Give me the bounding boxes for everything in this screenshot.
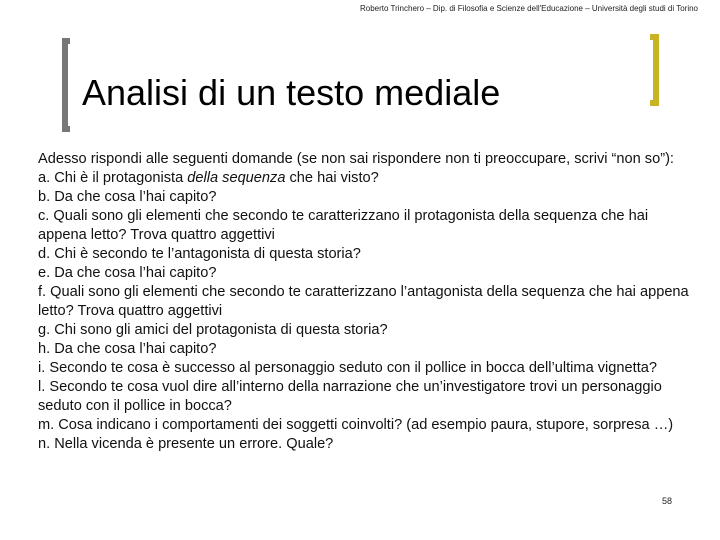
question-d: d. Chi è secondo te l’antagonista di questa storia? [38,246,361,262]
question-l: l. Secondo te cosa vuol dire all’interno della narrazione che un’investigatore trovi un personaggio seduto con il pollice in bocca? [38,379,662,414]
slide-title: Analisi di un testo mediale [82,72,501,113]
question-i: i. Secondo te cosa è successo al personaggio seduto con il pollice in bocca dell’ultima vignetta? [38,360,657,376]
question-f: f. Quali sono gli elementi che secondo te caratterizzano l’antagonista della sequenza che hai appena letto? Trova quattro aggettivi [38,284,689,319]
left-bracket-decoration [62,38,70,132]
question-m: m. Cosa indicano i comportamenti dei soggetti coinvolti? (ad esempio paura, stupore, sorpresa …) [38,417,674,433]
intro-text: Adesso rispondi alle seguenti domande (se non sai rispondere non ti preoccupare, scrivi “non so”): [38,151,674,167]
question-h: h. Da che cosa l’hai capito? [38,341,217,357]
question-a-start: a. Chi è il protagonista [38,170,188,186]
page-number: 58 [662,496,673,506]
right-bracket-decoration [650,34,659,106]
question-a-end: che hai visto? [285,170,379,186]
question-g: g. Chi sono gli amici del protagonista di questa storia? [38,322,388,338]
question-c: c. Quali sono gli elementi che secondo te caratterizzano il protagonista della sequenza che hai appena letto? Trova quattro aggettivi [38,208,649,243]
slide-header: Roberto Trinchero – Dip. di Filosofia e Scienze dell'Educazione – Università degli studi di Torino [359,4,698,13]
slide-body [38,150,698,454]
question-n: n. Nella vicenda è presente un errore. Quale? [38,436,334,452]
question-b: b. Da che cosa l’hai capito? [38,189,217,205]
question-e: e. Da che cosa l’hai capito? [38,265,217,281]
question-a-italic: della sequenza [187,170,286,186]
question-a [38,169,698,188]
